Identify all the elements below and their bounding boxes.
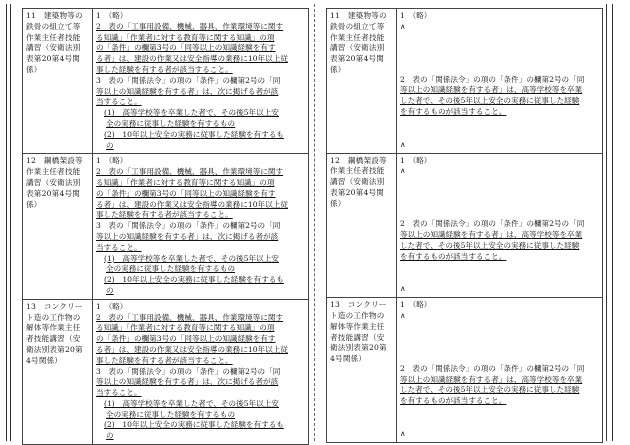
body-text-line: 3 表の「関係法令」の項の「条件」の欄第2号の「同 — [96, 366, 281, 376]
body-text-line: を有するものが該当すること。 — [400, 396, 507, 406]
item-title-line: 解体等作業主任 — [330, 321, 385, 331]
item-title-line: 講習（安衛法別 — [330, 177, 385, 187]
item-body-cell — [397, 9, 603, 154]
body-text-line: 等以上の知識経験を有する者」は、高等学校等を卒業 — [400, 85, 583, 95]
body-text-line: の「条件」の欄第3号の「同等以上の知識経験を有す — [96, 43, 276, 53]
item-title-line: 12 鋼橋架設等 — [330, 155, 387, 165]
item-title-cell — [327, 153, 397, 298]
table-row — [23, 154, 309, 299]
paragraph-1-omitted: 1 （略） — [96, 301, 128, 311]
blank-space — [400, 322, 599, 364]
body-text-line: 等以上の知識経験を有する者」は、次に掲げる者が該 — [96, 231, 279, 241]
body-text-line: (1) 高等学校等を卒業した者で、その後5年以上安 — [104, 108, 279, 118]
item-title-line: 作業主任者技能 — [330, 32, 385, 42]
item-body-cell — [93, 154, 309, 299]
item-title-line: 11 建築物等の — [26, 11, 83, 20]
paragraph-1-omitted: 1 （略） — [400, 300, 432, 310]
body-text-line: 2 表の「工事用設備、機械、器具、作業環境等に関す — [96, 167, 284, 177]
body-text-line: 3 表の「関係法令」の項の「条件」の欄第2号の「同 — [96, 221, 281, 231]
item-body-cell — [93, 9, 309, 154]
item-title-line: 表第20第4号関 — [26, 188, 81, 198]
item-title-line: 4号関係） — [26, 355, 63, 365]
item-title-line: 講習（安衛法別 — [26, 177, 81, 187]
item-body-cell — [397, 153, 603, 298]
body-text-line: (2) 10年以上安全の実務に従事した経験を有するも — [104, 420, 284, 430]
table-row — [23, 9, 309, 154]
body-text-line: る者」は、建設の作業又は安全指導の業務に10年以上従 — [96, 54, 288, 64]
item-title-line: 作業主任者技能 — [26, 167, 81, 177]
item-title-line: 係） — [330, 64, 346, 74]
body-text-line: 2 表の「工事用設備、機械、器具、作業環境等に関す — [96, 312, 284, 322]
body-text-line: を有するものが該当すること。 — [400, 251, 507, 261]
insertion-mark: ∧ — [400, 284, 406, 294]
insertion-mark: ∧ — [400, 428, 406, 438]
item-title-line: 者技能講習（安 — [26, 334, 81, 344]
body-text-line: の「条件」の欄第3号の「同等以上の知識経験を有す — [96, 188, 276, 198]
body-text-line: 事した経験を有する者が該当すること。 — [96, 64, 233, 74]
body-text-line: 全の実務に従事した経験を有するもの — [106, 118, 236, 128]
body-text-line: (2) 10年以上安全の実務に従事した経験を有するも — [104, 129, 284, 139]
table-row — [327, 298, 603, 443]
body-text-line: 2 表の「関係法令」の項の「条件」の欄第2号の「同 — [400, 219, 585, 229]
paragraph-1-omitted: 1 （略） — [96, 11, 128, 20]
item-title-line: 講習（安衛法別 — [330, 43, 385, 53]
body-text-line: る知識」「作業者に対する教育等に関する知識」の項 — [96, 32, 275, 42]
body-text-line: (2) 10年以上安全の実務に従事した経験を有するも — [104, 275, 284, 285]
body-text-line: の — [106, 140, 114, 150]
item-title-line: 係） — [26, 199, 42, 209]
item-body-cell — [397, 298, 603, 443]
item-title-line: 係） — [26, 64, 42, 74]
blank-space — [400, 407, 599, 429]
item-title-line: 12 鋼橋架設等 — [26, 156, 83, 166]
body-text-line: る者」は、建設の作業又は安全指導の業務に10年以上従 — [96, 344, 288, 354]
item-title-cell — [23, 299, 93, 444]
insertion-mark: ∧ — [400, 310, 406, 320]
blank-space — [400, 118, 599, 140]
body-text-line: (1) 高等学校等を卒業した者で、その後5年以上安 — [104, 398, 279, 408]
item-title-line: 表第20第4号関 — [330, 187, 385, 197]
right-margin-rule-2 — [612, 4, 613, 441]
blank-space — [400, 177, 599, 219]
body-text-line: 2 表の「工事用設備、機械、器具、作業環境等に関す — [96, 21, 284, 31]
right-table — [326, 8, 603, 443]
item-title-cell — [327, 9, 397, 154]
right-margin-rule — [606, 4, 607, 441]
item-title-cell — [327, 298, 397, 443]
left-margin-rule-2 — [10, 4, 11, 441]
blank-space — [400, 262, 599, 284]
left-margin-rule — [6, 4, 7, 441]
item-title-line: ト造の工作物の — [26, 312, 81, 322]
blank-space — [400, 33, 599, 75]
body-text-line: 事した経験を有する者が該当すること。 — [96, 355, 233, 365]
item-title-line: 鉄骨の組立て等 — [330, 21, 385, 31]
item-title-line: 鉄骨の組立て等 — [26, 21, 81, 31]
left-table — [22, 8, 309, 445]
body-text-line: 当すること。 — [96, 97, 142, 107]
paragraph-1-omitted: 1 （略） — [400, 155, 432, 165]
item-title-line: 表第20第4号関 — [26, 54, 81, 64]
body-text-line: (1) 高等学校等を卒業した者で、その後5年以上安 — [104, 253, 279, 263]
item-title-line: 係） — [330, 198, 346, 208]
item-title-line: 者技能講習（安 — [330, 332, 385, 342]
insertion-mark: ∧ — [400, 166, 406, 176]
body-text-line: 全の実務に従事した経験を有するもの — [106, 409, 236, 419]
table-row — [23, 299, 309, 444]
table-row — [327, 153, 603, 298]
item-title-line: 4号関係） — [330, 354, 367, 364]
body-text-line: 3 表の「関係法令」の項の「条件」の欄第2号の「同 — [96, 75, 281, 85]
item-body-cell — [93, 299, 309, 444]
body-text-line: 等以上の知識経験を有する者」は、次に掲げる者が該 — [96, 86, 279, 96]
body-text-line: 等以上の知識経験を有する者」は、高等学校等を卒業 — [400, 374, 583, 384]
body-text-line: 当すること。 — [96, 242, 142, 252]
item-title-line: 講習（安衛法別 — [26, 43, 81, 53]
body-text-line: の — [106, 285, 114, 295]
item-title-line: 13 コンクリー — [26, 301, 83, 311]
body-text-line: る知識」「作業者に対する教育等に関する知識」の項 — [96, 323, 275, 333]
body-text-line: 等以上の知識経験を有する者」は、次に掲げる者が該 — [96, 377, 279, 387]
body-text-line: る者」は、建設の作業又は安全指導の業務に10年以上従 — [96, 199, 288, 209]
item-title-cell — [23, 9, 93, 154]
item-title-line: 解体等作業主任 — [26, 323, 81, 333]
item-title-cell — [23, 154, 93, 299]
item-title-line: 衛法別表第20第 — [330, 343, 387, 353]
body-text-line: の — [106, 431, 114, 441]
table-row — [327, 9, 603, 154]
body-text-line: した者で、その後5年以上安全の実務に従事した経験 — [400, 385, 580, 395]
item-title-line: 衛法別表第20第 — [26, 344, 83, 354]
body-text-line: 事した経験を有する者が該当すること。 — [96, 210, 233, 220]
body-text-line: る知識」「作業者に対する教育等に関する知識」の項 — [96, 177, 275, 187]
body-text-line: 当すること。 — [96, 388, 142, 398]
insertion-mark: ∧ — [400, 139, 406, 149]
item-title-line: 13 コンクリー — [330, 300, 387, 310]
body-text-line: 2 表の「関係法令」の項の「条件」の欄第2号の「同 — [400, 363, 585, 373]
body-text-line: 2 表の「関係法令」の項の「条件」の欄第2号の「同 — [400, 74, 585, 84]
body-text-line: した者で、その後5年以上安全の実務に従事した経験 — [400, 240, 580, 250]
item-title-line: 作業主任者技能 — [330, 166, 385, 176]
body-text-line: を有するものが該当すること。 — [400, 106, 507, 116]
body-text-line: の「条件」の欄第3号の「同等以上の知識経験を有す — [96, 334, 276, 344]
item-title-line: 作業主任者技能 — [26, 32, 81, 42]
paragraph-1-omitted: 1 （略） — [400, 11, 432, 20]
item-title-line: ト造の工作物の — [330, 310, 385, 320]
body-text-line: した者で、その後5年以上安全の実務に従事した経験 — [400, 96, 580, 106]
insertion-mark: ∧ — [400, 21, 406, 31]
body-text-line: 全の実務に従事した経験を有するもの — [106, 264, 236, 274]
item-title-line: 表第20第4号関 — [330, 54, 385, 64]
item-title-line: 11 建築物等の — [330, 11, 387, 20]
paragraph-1-omitted: 1 （略） — [96, 156, 128, 166]
body-text-line: 等以上の知識経験を有する者」は、高等学校等を卒業 — [400, 229, 583, 239]
center-divider — [314, 4, 315, 441]
